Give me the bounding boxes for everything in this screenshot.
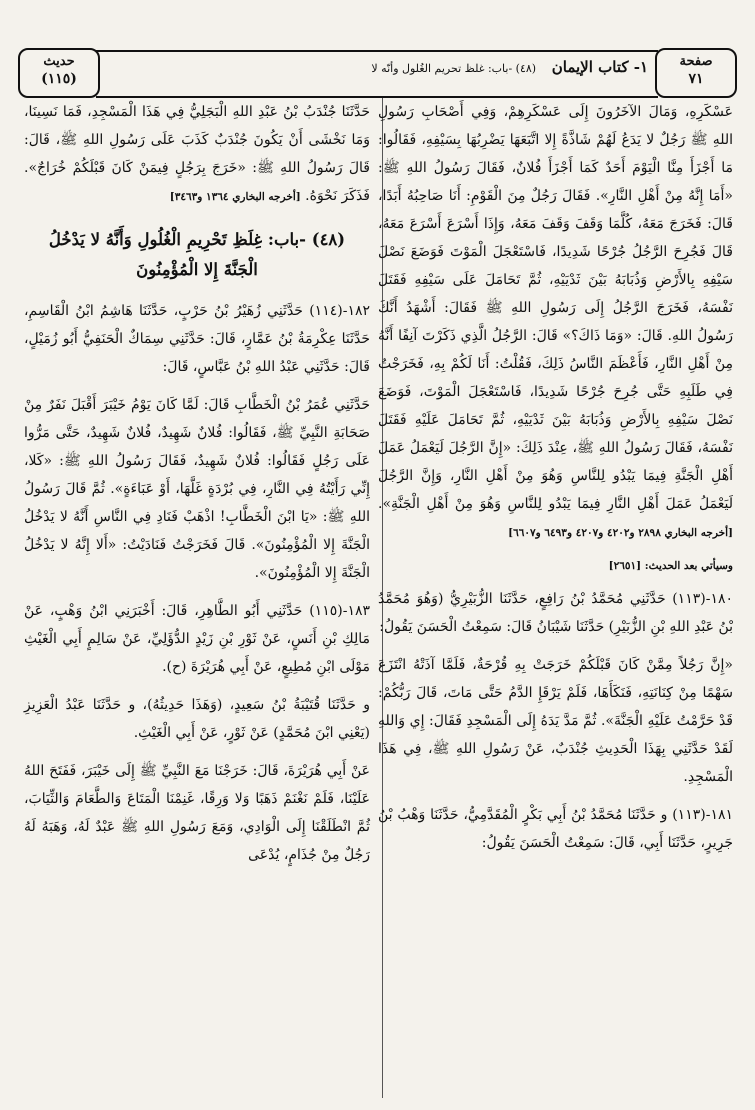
chapter-heading: (٤٨) -باب: غِلَظِ تَحْرِيمِ الْغُلُولِ وَأَنَّهُ لا يَدْخُلُ الْجَنَّةَ إِلا الْمُؤْمِنُونَ bbox=[48, 230, 346, 279]
hadith-number: (١١٥) bbox=[41, 71, 77, 87]
paragraph: حَدَّثَنِي عُمَرُ بْنُ الْخَطَّابِ قَالَ: لَمَّا كَانَ يَوْمُ خَيْبَرَ أَقْبَلَ نَفَرٌ مِنْ صَحَابَةِ النَّبِيِّ ﷺ، فَقَالُوا: فُلانٌ شَهِيدٌ، فُلانٌ شَهِيدٌ، حَتَّى مَرُّوا عَلَى رَجُلٍ فَقَالُوا: فُلانٌ شَهِيدٌ، فَقَالَ رَسُولُ اللهِ ﷺ: «كَلا، إِنِّي رَأَيْتُهُ فِي النَّارِ، فِي بُرْدَةٍ غَلَّهَا، أَوْ عَبَاءَةٍ». ثُمَّ قَالَ رَسُولُ اللهِ ﷺ: «يَا ابْنَ الْخَطَّابِ! اذْهَبْ فَنَادِ فِي النَّاسِ أَنَّهُ لا يَدْخُلُ الْجَنَّةَ إِلا الْمُؤْمِنُونَ». قَالَ فَخَرَجْتُ فَنَادَيْتُ: «أَلا إِنَّهُ لا يَدْخُلُ الْجَنَّةَ إِلا الْمُؤْمِنُونَ». bbox=[24, 397, 370, 581]
page-label: صفحة bbox=[679, 54, 713, 69]
paragraph: «إِنَّ رَجُلاً مِمَّنْ كَانَ قَبْلَكُمْ خَرَجَتْ بِهِ قُرْحَةٌ، فَلَمَّا آذَتْهُ انْتَزَعَ سَهْمًا مِنْ كِنَانَتِهِ، فَنَكَأَهَا، فَلَمْ يَرْقَإِ الدَّمُ حَتَّى مَاتَ، قَالَ رَبُّكُمْ: قَدْ حَرَّمْتُ عَلَيْهِ الْجَنَّةَ». ثُمَّ مَدَّ يَدَهُ إِلَى الْمَسْجِدِ فَقَالَ: إِي وَاللهِ لَقَدْ حَدَّثَنِي بِهَذَا الْحَدِيثِ جُنْدَبٌ، عَنْ رَسُولِ اللهِ ﷺ، فِي هَذَا الْمَسْجِدِ. bbox=[378, 657, 733, 785]
paragraph: و حَدَّثَنَا قُتَيْبَةُ بْنُ سَعِيدٍ، (وَهَذَا حَدِيثُهُ)، و حَدَّثَنَا عَبْدُ الْعَزِيزِ (يَعْنِي ابْنَ مُحَمَّدٍ) عَنْ ثَوْرٍ، عَنْ أَبِي الْغَيْثِ. bbox=[24, 697, 370, 741]
cross-reference-note: وسيأتي بعد الحديث: [٢٦٥١] bbox=[608, 560, 733, 572]
running-header bbox=[96, 50, 658, 98]
page-number-box bbox=[655, 48, 737, 98]
paragraph: ١٨١-(١١٣) و حَدَّثَنَا مُحَمَّدُ بْنُ أَبِي بَكْرٍ الْمُقَدَّمِيُّ، حَدَّثَنَا وَهْبُ بْنُ جَرِيرٍ، حَدَّثَنَا أَبِي، قَالَ: سَمِعْتُ الْحَسَنَ يَقُولُ: bbox=[378, 807, 733, 851]
page-number: ٧١ bbox=[688, 71, 704, 87]
paragraph: ١٨٢-(١١٤) حَدَّثَنِي زُهَيْرُ بْنُ حَرْبٍ، حَدَّثَنَا هَاشِمُ ابْنُ الْقَاسِمِ، حَدَّثَنَا عِكْرِمَةُ بْنُ عَمَّارٍ، قَالَ: حَدَّثَنِي سِمَاكٌ الْحَنَفِيُّ أَبُو زُمَيْلٍ، قَالَ: حَدَّثَنِي عَبْدُ اللهِ بْنُ عَبَّاسٍ، قَالَ: bbox=[24, 303, 370, 375]
paragraph bbox=[24, 98, 370, 211]
paragraph: ١٨٣-(١١٥) حَدَّثَنِي أَبُو الطَّاهِرِ، قَالَ: أَخْبَرَنِي ابْنُ وَهْبٍ، عَنْ مَالِكِ بْنِ أَنَسٍ، عَنْ ثَوْرِ بْنِ زَيْدٍ الدُّؤَلِيِّ، عَنْ سَالِمٍ أَبِي الْغَيْثِ مَوْلَى ابْنِ مُطِيعٍ، عَنْ أَبِي هُرَيْرَةَ (ح). bbox=[24, 603, 370, 675]
hadith-label: حديث bbox=[43, 54, 75, 69]
paragraph-text: عَسْكَرِهِ، وَمَالَ الآخَرُونَ إِلَى عَسْكَرِهِمْ، وَفِي أَصْحَابِ رَسُولِ اللهِ ﷺ رَجُلٌ لا يَدَعُ لَهُمْ شَاذَّةً إِلا اتَّبَعَهَا يَضْرِبُهَا بِسَيْفِهِ، فَقَالُوا: مَا أَجْزَأَ مِنَّا الْيَوْمَ أَحَدٌ كَمَا أَجْزَأَ فُلانٌ، فَقَالَ رَسُولُ اللهِ ﷺ: «أَمَا إِنَّهُ مِنْ أَهْلِ النَّارِ». فَقَالَ رَجُلٌ مِنَ الْقَوْمِ: أَنَا صَاحِبُهُ أَبَدًا، قَالَ: فَخَرَجَ مَعَهُ، كُلَّمَا وَقَفَ وَقَفَ مَعَهُ، وَإِذَا أَسْرَعَ أَسْرَعَ مَعَهُ، قَالَ فَجُرِحَ الرَّجُلُ جُرْحًا شَدِيدًا، فَاسْتَعْجَلَ الْمَوْتَ فَوَضَعَ نَصْلَ سَيْفِهِ بِالأَرْضِ وَذُبَابَهُ بَيْنَ ثَدْيَيْهِ، ثُمَّ تَحَامَلَ عَلَى سَيْفِهِ فَقَتَلَ نَفْسَهُ، فَخَرَجَ الرَّجُلُ إِلَى رَسُولِ اللهِ ﷺ فَقَالَ: أَشْهَدُ أَنَّكَ رَسُولُ اللهِ. قَالَ: «وَمَا ذَاكَ؟» قَالَ: الرَّجُلُ الَّذِي ذَكَرْتَ آنِفًا أَنَّهُ مِنْ أَهْلِ النَّارِ، فَأَعْظَمَ النَّاسُ ذَلِكَ، فَقُلْتُ: أَنَا لَكُمْ بِهِ، فَخَرَجْتُ فِي طَلَبِهِ حَتَّى جُرِحَ جُرْحًا شَدِيدًا، فَاسْتَعْجَلَ الْمَوْتَ، فَوَضَعَ نَصْلَ سَيْفِهِ بِالأَرْضِ وَذُبَابَهُ بَيْنَ ثَدْيَيْهِ، ثُمَّ تَحَامَلَ عَلَيْهِ فَقَتَلَ نَفْسَهُ، فَقَالَ رَسُولُ اللهِ ﷺ، عِنْدَ ذَلِكَ: «إِنَّ الرَّجُلَ لَيَعْمَلُ عَمَلَ أَهْلِ الْجَنَّةِ فِيمَا يَبْدُو لِلنَّاسِ وَهُوَ مِنْ أَهْلِ النَّارِ، وَإِنَّ الرَّجُلَ لَيَعْمَلُ عَمَلَ أَهْلِ النَّارِ فِيمَا يَبْدُو لِلنَّاسِ وَهُوَ مِنْ أَهْلِ الْجَنَّةِ». bbox=[378, 104, 733, 512]
right-column bbox=[378, 98, 733, 867]
book-title: ١- كتاب الإيمان bbox=[551, 58, 648, 76]
paragraph bbox=[378, 98, 733, 547]
paragraph: ١٨٠-(١١٣) حَدَّثَنِي مُحَمَّدُ بْنُ رَافِعٍ، حَدَّثَنَا الزُّبَيْرِيُّ (وَهُوَ مُحَمَّدُ بْنُ عَبْدِ اللهِ بْنِ الزُّبَيْرِ) حَدَّثَنَا شَيْبَانُ قَالَ: سَمِعْتُ الْحَسَنَ يَقُولُ: bbox=[378, 591, 733, 635]
hadith-number-box bbox=[18, 48, 100, 98]
chapter-reference: (٤٨) -باب: غلظ تحريم الغُلول وأنّه لا bbox=[371, 62, 537, 75]
paragraph: عَنْ أَبِي هُرَيْرَةَ، قَالَ: خَرَجْنَا مَعَ النَّبِيِّ ﷺ إِلَى خَيْبَرَ، فَفَتَحَ اللهُ عَلَيْنَا، فَلَمْ نَغْنَمْ ذَهَبًا وَلا وَرِقًا، غَنِمْنَا الْمَتَاعَ وَالطَّعَامَ وَالثِّيَابَ، ثُمَّ انْطَلَقْنَا إِلَى الْوَادِي، وَمَعَ رَسُولِ اللهِ ﷺ عَبْدٌ لَهُ، وَهَبَهُ لَهُ رَجُلٌ مِنْ جُذَامٍ، يُدْعَى bbox=[24, 763, 370, 863]
left-column bbox=[24, 98, 370, 879]
paragraph-text: حَدَّثَنَا جُنْدَبُ بْنُ عَبْدِ اللهِ الْبَجَلِيُّ فِي هَذَا الْمَسْجِدِ، فَمَا نَسِينَا، وَمَا نَخْشَى أَنْ يَكُونَ جُنْدَبٌ كَذَبَ عَلَى رَسُولِ اللهِ ﷺ، قَالَ: قَالَ رَسُولُ اللهِ ﷺ: «خَرَجَ بِرَجُلٍ فِيمَنْ كَانَ قَبْلَكُمْ خُرَاجٌ». فَذَكَرَ نَحْوَهُ. bbox=[24, 104, 370, 204]
reference: [أخرجه البخاري ٢٨٩٨ و٤٢٠٢ و٤٢٠٧ و٦٤٩٣ و٦٦٠٧] bbox=[508, 527, 733, 539]
reference: [أخرجه البخاري ١٣٦٤ و٣٤٦٣] bbox=[169, 191, 301, 203]
header-title bbox=[371, 58, 648, 76]
